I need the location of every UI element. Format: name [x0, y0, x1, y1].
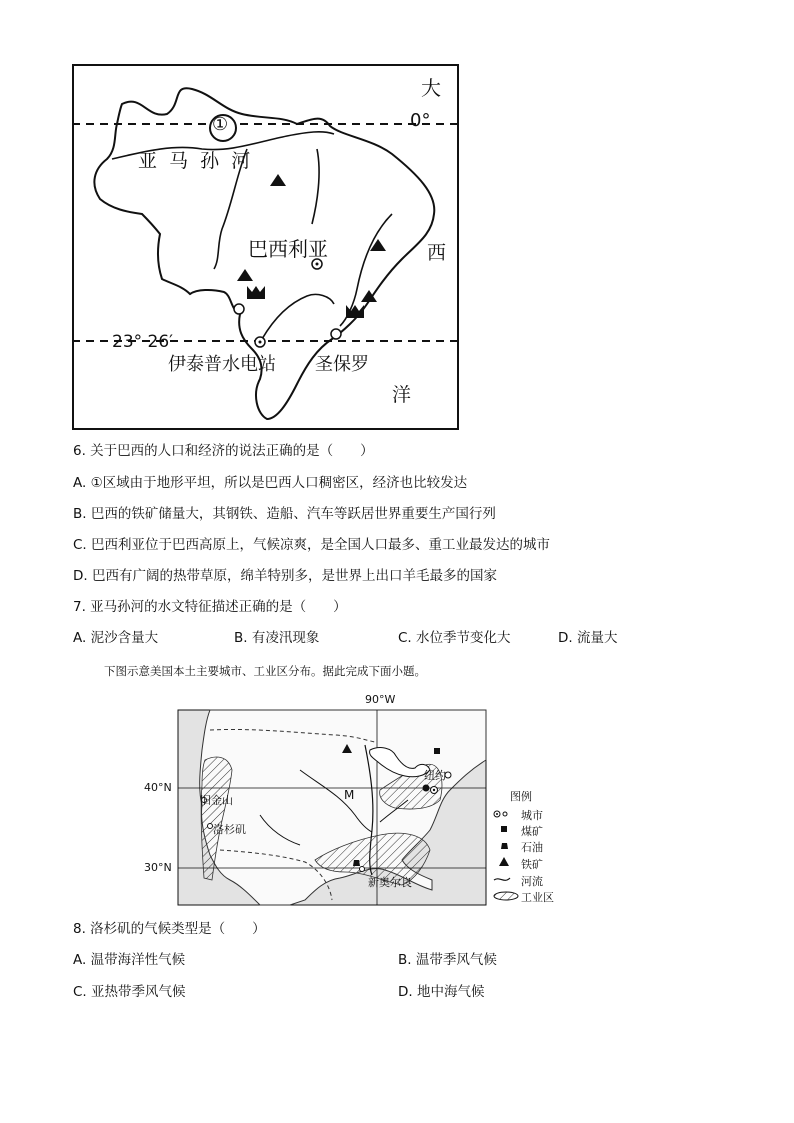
oil-icon — [353, 860, 360, 866]
question-7-option-d[interactable]: D. 流量大 — [558, 630, 618, 646]
question-8-stem: 8. 洛杉矶的气候类型是（ ） — [73, 921, 266, 937]
label-new-orleans: 新奥尔良 — [368, 876, 412, 889]
label-m: M — [344, 788, 355, 802]
label-itaipu: 伊泰普水电站 — [168, 354, 276, 375]
new-orleans-city-icon — [360, 867, 365, 872]
label-region-1: ① — [212, 114, 229, 135]
question-8-option-a[interactable]: A. 温带海洋性气候 — [73, 952, 186, 968]
legend-city: 城市 — [521, 809, 543, 822]
sao-paulo-city-icon — [331, 329, 341, 339]
question-6-option-b[interactable]: B. 巴西的铁矿储量大，其钢铁、造船、汽车等跃居世界重要生产国行列 — [73, 506, 496, 522]
legend-oil-icon — [501, 843, 508, 849]
question-6-stem: 6. 关于巴西的人口和经济的说法正确的是（ ） — [73, 443, 374, 459]
question-8-option-d[interactable]: D. 地中海气候 — [398, 984, 485, 1000]
question-8-option-b[interactable]: B. 温带季风气候 — [398, 952, 497, 968]
city-icon — [234, 304, 244, 314]
question-6-option-a[interactable]: A. ①区域由于地形平坦，所以是巴西人口稠密区，经济也比较发达 — [73, 475, 468, 491]
legend-coal-icon — [501, 826, 507, 832]
legend-industry-icon — [494, 892, 518, 900]
usa-map-intro: 下图示意美国本土主要城市、工业区分布。据此完成下面小题。 — [104, 664, 426, 678]
legend-title: 图例 — [510, 790, 532, 803]
label-amazon: 亚 马 孙 河 — [138, 150, 251, 172]
question-8-option-c[interactable]: C. 亚热带季风气候 — [73, 984, 186, 1000]
question-6-option-d[interactable]: D. 巴西有广阔的热带草原，绵羊特别多，是世界上出口羊毛最多的国家 — [73, 568, 497, 584]
label-da: 大 — [421, 76, 441, 100]
label-tropic: 23° 26′ — [112, 332, 174, 352]
label-30n: 30°N — [144, 861, 172, 874]
question-7-option-b[interactable]: B. 有凌汛现象 — [234, 630, 320, 646]
question-7-stem: 7. 亚马孙河的水文特征描述正确的是（ ） — [73, 599, 347, 615]
los-angeles-city-icon — [208, 824, 213, 829]
legend-iron-icon — [499, 857, 509, 866]
legend-iron: 铁矿 — [521, 858, 543, 871]
legend-industry: 工业区 — [521, 891, 554, 904]
label-yang: 洋 — [392, 384, 412, 406]
label-40n: 40°N — [144, 781, 172, 794]
legend-river: 河流 — [521, 875, 543, 888]
label-equator: 0° — [410, 110, 431, 131]
label-brasilia: 巴西利亚 — [248, 237, 328, 261]
label-los-angeles: 洛杉矶 — [213, 823, 246, 836]
label-xi: 西 — [427, 242, 447, 264]
legend-river-icon — [494, 878, 510, 880]
label-san-francisco: 旧金山 — [200, 794, 233, 807]
question-6-option-c[interactable]: C. 巴西利亚位于巴西高原上，气候凉爽，是全国人口最多、重工业最发达的城市 — [73, 537, 551, 553]
label-90w: 90°W — [365, 693, 396, 706]
label-sao-paulo: 圣保罗 — [315, 354, 369, 375]
coal-icon — [434, 748, 440, 754]
legend-coal: 煤矿 — [521, 825, 543, 838]
city-icon — [423, 785, 430, 792]
label-new-york: 纽约 — [424, 769, 446, 782]
usa-map — [140, 690, 570, 910]
brazil-map — [72, 64, 459, 430]
legend-oil: 石油 — [521, 841, 543, 854]
question-7-option-c[interactable]: C. 水位季节变化大 — [398, 630, 511, 646]
question-7-option-a[interactable]: A. 泥沙含量大 — [73, 630, 159, 646]
